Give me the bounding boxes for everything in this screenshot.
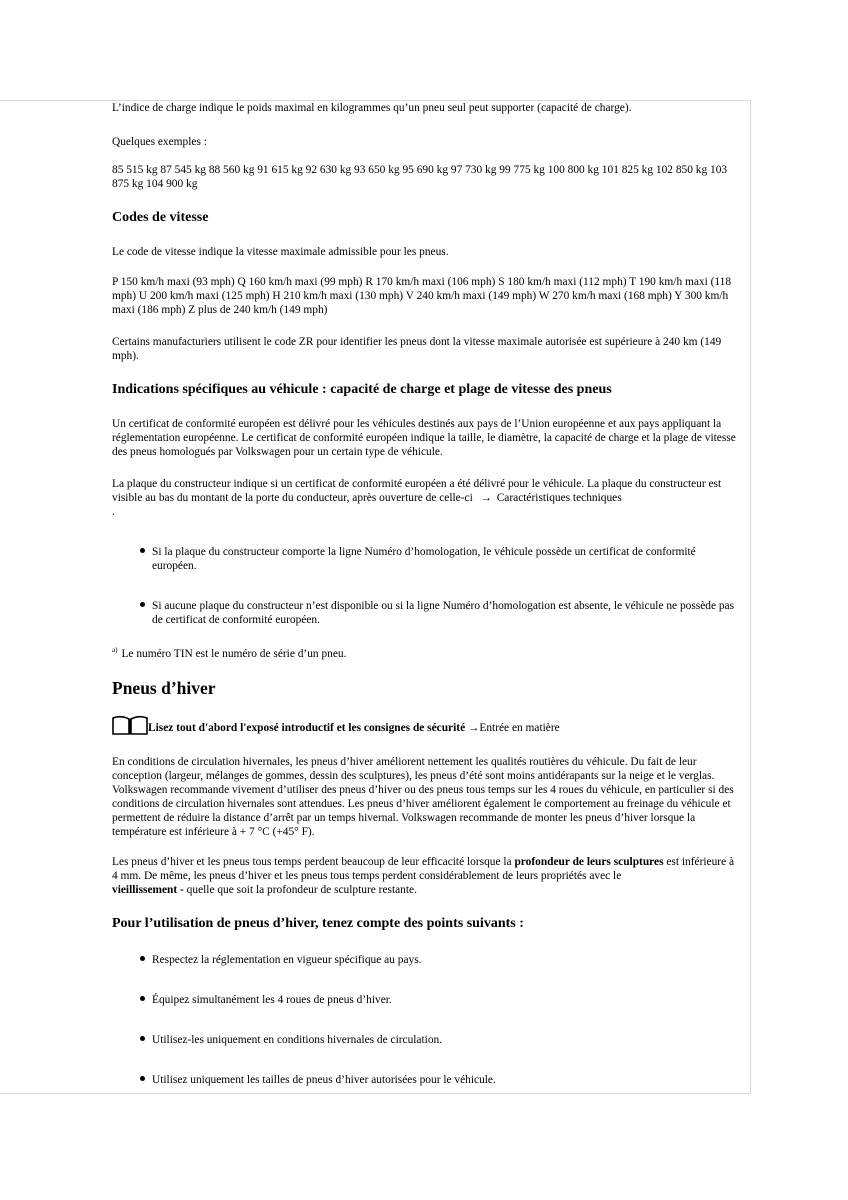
document-body (112, 101, 742, 1087)
load-index-text: L’indice de charge indique le poids maximal en kilogrammes qu’un pneu seul peut supporter (capacité de charge). (112, 102, 632, 114)
plate-period: . (112, 506, 115, 518)
footnote-mark: a) (112, 646, 118, 654)
winter-usage-heading: Pour l’utilisation de pneus d’hiver, tenez compte des points suivants : (112, 916, 524, 931)
winter-tires-paragraph-2: Les pneus d’hiver et les pneus tous temps perdent beaucoup de leur efficacité lorsque la profondeur de leurs sculptures est inférieure à 4 mm. De même, les pneus d’hiver et les pneus tous temps perdent considérablement de leurs propriétés avec le vieillissement - quelle que soit la profondeur de sculpture restante. (112, 856, 735, 896)
open-book-icon (112, 715, 148, 735)
homologation-list (112, 545, 742, 627)
bullet-icon (140, 602, 145, 607)
list-item: Utilisez uniquement les tailles de pneus d’hiver autorisées pour le véhicule. (112, 1073, 742, 1087)
list-item: Respectez la réglementation en vigueur spécifique au pays. (112, 953, 742, 967)
zr-code-note: Certains manufacturiers utilisent le code ZR pour identifier les pneus dont la vitesse maximale autorisée est supérieure à 240 km (149 mph). (112, 336, 722, 362)
winter-usage-list (112, 953, 742, 1087)
vehicle-specific-heading: Indications spécifiques au véhicule : capacité de charge et plage de vitesse des pneus (112, 382, 612, 397)
bullet-icon (140, 1036, 145, 1041)
tin-footnote: $^{a)}$ Le numéro TIN est le numéro de série d’un pneu. (112, 646, 347, 660)
manufacturer-plate-text (112, 477, 742, 519)
speed-codes-heading: Codes de vitesse (112, 210, 209, 225)
read-first-text: Lisez tout d'abord l'exposé introductif et les consignes de sécurité (148, 722, 466, 734)
bullet-icon (140, 548, 145, 553)
list-item: Utilisez-les uniquement en conditions hivernales de circulation. (112, 1033, 742, 1047)
plate-text: La plaque du constructeur indique si un certificat de conformité européen a été délivré pour le véhicule. La plaque du constructeur est visible au bas du montant de la porte du conducteur, après ouverture de celle-ci (112, 478, 722, 504)
list-item: Si aucune plaque du constructeur n’est disponible ou si la ligne Numéro d’homologation est absente, le véhicule ne possède pas de certificat de conformité européen. (112, 599, 742, 627)
aging-emphasis: vieillissement - (112, 884, 184, 896)
bullet-icon (140, 996, 145, 1001)
load-index-examples: 85 515 kg 87 545 kg 88 560 kg 91 615 kg 92 630 kg 93 650 kg 95 690 kg 97 730 kg 99 775 kg 100 800 kg 101 825 kg 102 850 kg 103 875 kg 104 900 kg (112, 164, 728, 190)
tread-depth-emphasis: profondeur de leurs sculptures (514, 856, 664, 868)
bullet-icon (140, 1076, 145, 1081)
plate-arrow: → (480, 492, 492, 504)
speed-code-description: Le code de vitesse indique la vitesse maximale admissible pour les pneus. (112, 246, 449, 258)
list-item: Équipez simultanément les 4 roues de pneus d’hiver. (112, 993, 742, 1007)
introduction-link[interactable]: Entrée en matière (479, 722, 560, 734)
speed-code-list: P 150 km/h maxi (93 mph) Q 160 km/h maxi (99 mph) R 170 km/h maxi (106 mph) S 180 km/h maxi (112 mph) T 190 km/h maxi (118 mph) U 200 km/h maxi (125 mph) H 210 km/h maxi (130 mph) V 240 km/h maxi (149 mph) W 270 km/h maxi (168 mph) Y 300 km/h maxi (186 mph) Z plus de 240 km/h (149 mph) (112, 276, 732, 316)
list-item: Si la plaque du constructeur comporte la ligne Numéro d’homologation, le véhicule possède un certificat de conformité européen. (112, 545, 742, 573)
bullet-icon (140, 956, 145, 961)
read-first-notice (112, 715, 742, 735)
winter-tires-heading: Pneus d’hiver (112, 678, 216, 698)
read-first-arrow: → (467, 722, 480, 734)
technical-data-link[interactable]: Caractéristiques techniques (496, 492, 622, 504)
conformity-certificate-text: Un certificat de conformité européen est délivré pour les véhicules destinés aux pays de l’Union européenne et aux pays appliquant la réglementation européenne. Le certificat de conformité européen indique la taille, le diamètre, la capacité de charge et la plage de vitesse des pneus homologués par Volkswagen pour un certain type de véhicule. (112, 418, 736, 458)
winter-tires-paragraph-1: En conditions de circulation hivernales, les pneus d’hiver améliorent nettement les qualités routières du véhicule. Du fait de leur conception (largeur, mélanges de gommes, dessin des sculptures), les pneus d’été sont moins antidérapants sur la neige et le verglas. Volkswagen recommande vivement d’utiliser des pneus d’hiver ou des pneus tous temps sur les 4 roues du véhicule, en particulier si des conditions de circulation hivernales sont attendues. Les pneus d’hiver améliorent également le comportement au freinage du véhicule et permettent de réduire la distance d’arrêt par un temps hivernal. Volkswagen recommande de monter les pneus d’hiver lorsque la température est inférieure à + 7 °C (+45° F). (112, 756, 734, 838)
examples-label: Quelques exemples : (112, 136, 207, 148)
